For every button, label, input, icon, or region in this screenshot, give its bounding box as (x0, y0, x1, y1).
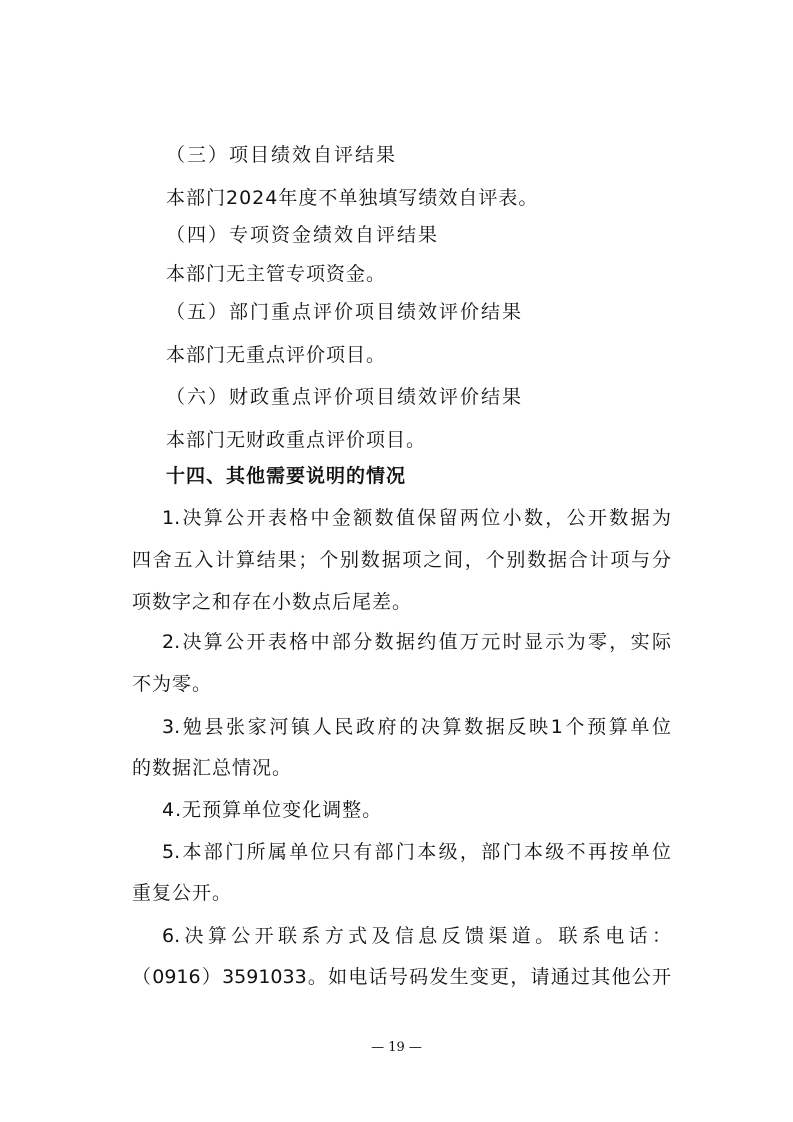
section-heading-department-key-projects: （五）部门重点评价项目绩效评价结果 (166, 301, 524, 323)
note-6-line-1: 6.决算公开联系方式及信息反馈渠道。联系电话： (162, 925, 671, 947)
paragraph-project-self-evaluation: 本部门2024年度不单独填写绩效自评表。 (166, 187, 539, 209)
note-1-line-3: 项数字之和存在小数点后尾差。 (132, 591, 413, 613)
note-5-line-2: 重复公开。 (132, 882, 233, 904)
note-4: 4.无预算单位变化调整。 (162, 799, 383, 821)
paragraph-department-key-projects: 本部门无重点评价项目。 (166, 344, 387, 366)
section-heading-special-funds: （四）专项资金绩效自评结果 (166, 224, 440, 246)
note-3-line-2: 的数据汇总情况。 (132, 757, 293, 779)
section-heading-project-self-evaluation: （三）项目绩效自评结果 (166, 144, 398, 166)
note-3-line-1: 3.勉县张家河镇人民政府的决算数据反映1个预算单位 (162, 716, 671, 738)
page-number: — 19 — (371, 1040, 422, 1055)
paragraph-finance-key-projects: 本部门无财政重点评价项目。 (166, 429, 427, 451)
note-5-line-1: 5.本部门所属单位只有部门本级，部门本级不再按单位 (162, 841, 671, 863)
section-heading-finance-key-projects: （六）财政重点评价项目绩效评价结果 (166, 386, 524, 408)
note-6-line-2: （0916）3591033。如电话号码发生变更，请通过其他公开 (132, 966, 671, 988)
note-2-line-2: 不为零。 (132, 673, 213, 695)
note-2-line-1: 2.决算公开表格中部分数据约值万元时显示为零，实际 (162, 631, 671, 653)
note-1-line-1: 1.决算公开表格中金额数值保留两位小数，公开数据为 (162, 507, 671, 529)
paragraph-special-funds: 本部门无主管专项资金。 (166, 263, 387, 285)
note-1-line-2: 四舍五入计算结果；个别数据项之间，个别数据合计项与分 (132, 549, 671, 571)
chapter-heading-other-notes: 十四、其他需要说明的情况 (166, 465, 407, 487)
